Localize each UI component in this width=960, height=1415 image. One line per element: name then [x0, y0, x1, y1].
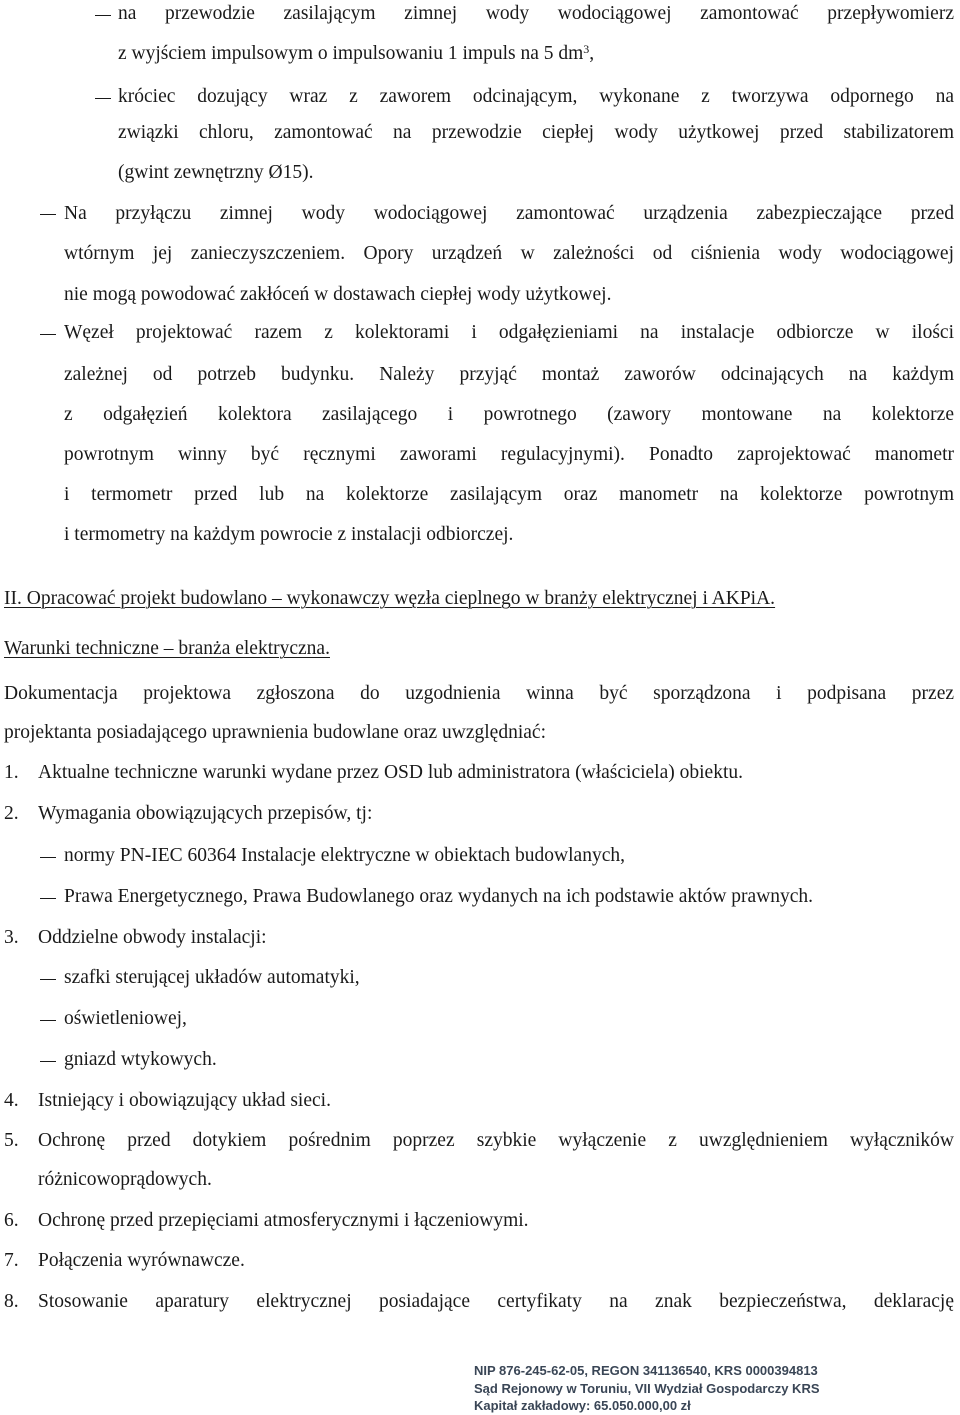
- list-number: 2.: [4, 803, 19, 824]
- dash-bullet: [40, 1020, 56, 1021]
- footer-court-registry: Sąd Rejonowy w Toruniu, VII Wydział Gospodarczy KRS: [474, 1381, 820, 1396]
- paragraph-line: Dokumentacja projektowa zgłoszona do uzgodnienia winna być sporządzona i podpisana przez: [4, 683, 954, 704]
- subheading: Warunki techniczne – branża elektryczna.: [4, 638, 330, 659]
- paragraph-line: zależnej od potrzeb budynku. Należy przyjąć montaż zaworów odcinających na każdym: [64, 364, 954, 385]
- list-item: Stosowanie aparatury elektrycznej posiadające certyfikaty na znak bezpieczeństwa, deklarację: [38, 1291, 954, 1312]
- list-item: Ochronę przed dotykiem pośrednim poprzez szybkie wyłączenie z uwzględnieniem wyłączników: [38, 1130, 954, 1151]
- text-span: z wyjściem impulsowym o impulsowaniu 1 impuls na 5 dm: [118, 43, 584, 64]
- dash-bullet: [40, 1061, 56, 1062]
- paragraph-line: na przewodzie zasilającym zimnej wody wodociągowej zamontować przepływomierz: [118, 3, 954, 24]
- list-item-continuation: różnicowoprądowych.: [38, 1169, 212, 1190]
- list-item: Wymagania obowiązujących przepisów, tj:: [38, 803, 373, 824]
- list-number: 7.: [4, 1250, 19, 1271]
- paragraph-line: i termometry na każdym powrocie z instalacji odbiorczej.: [64, 524, 514, 545]
- footer-share-capital: Kapitał zakładowy: 65.050.000,00 zł: [474, 1398, 691, 1413]
- dash-bullet: [40, 979, 56, 980]
- dash-bullet: [40, 334, 56, 335]
- dash-bullet: [95, 15, 111, 16]
- section-heading: II. Opracować projekt budowlano – wykonawczy węzła cieplnego w branży elektrycznej i AKPiA.: [4, 588, 776, 609]
- superscript: 3: [583, 42, 590, 56]
- dash-bullet: [40, 214, 56, 215]
- list-item: Połączenia wyrównawcze.: [38, 1250, 245, 1271]
- list-number: 4.: [4, 1090, 19, 1111]
- paragraph-line: nie mogą powodować zakłóceń w dostawach ciepłej wody użytkowej.: [64, 284, 612, 305]
- paragraph-line: [118, 42, 594, 66]
- list-subitem: oświetleniowej,: [64, 1008, 187, 1029]
- paragraph-line: (gwint zewnętrzny Ø15).: [118, 162, 314, 183]
- text-span: ,: [589, 43, 595, 64]
- paragraph-line: króciec dozujący wraz z zaworem odcinającym, wykonane z tworzywa odpornego na: [118, 86, 954, 107]
- paragraph-line: związki chloru, zamontować na przewodzie ciepłej wody użytkowej przed stabilizatorem: [118, 122, 954, 143]
- list-item: Aktualne techniczne warunki wydane przez OSD lub administratora (właściciela) obiektu.: [38, 762, 743, 783]
- footer-company-ids: NIP 876-245-62-05, REGON 341136540, KRS 0000394813: [474, 1363, 818, 1378]
- dash-bullet: [40, 898, 56, 899]
- list-subitem: normy PN-IEC 60364 Instalacje elektryczne w obiektach budowlanych,: [64, 845, 625, 866]
- paragraph-line: Na przyłączu zimnej wody wodociągowej zamontować urządzenia zabezpieczające przed: [64, 203, 954, 224]
- list-item: Istniejący i obowiązujący układ sieci.: [38, 1090, 331, 1111]
- list-number: 6.: [4, 1210, 19, 1231]
- paragraph-line: z odgałęzień kolektora zasilającego i powrotnego (zawory montowane na kolektorze: [64, 404, 954, 425]
- paragraph-line: i termometr przed lub na kolektorze zasilającym oraz manometr na kolektorze powrotnym: [64, 484, 954, 505]
- list-item: Ochronę przed przepięciami atmosferycznymi i łączeniowymi.: [38, 1210, 529, 1231]
- list-number: 1.: [4, 762, 19, 783]
- paragraph-line: wtórnym jej zanieczyszczeniem. Opory urządzeń w zależności od ciśnienia wody wodociągowej: [64, 243, 954, 264]
- paragraph-line: powrotnym winny być ręcznymi zaworami regulacyjnymi). Ponadto zaprojektować manometr: [64, 444, 954, 465]
- list-subitem: szafki sterującej układów automatyki,: [64, 967, 360, 988]
- dash-bullet: [95, 98, 111, 99]
- dash-bullet: [40, 857, 56, 858]
- list-subitem: gniazd wtykowych.: [64, 1049, 217, 1070]
- list-item: Oddzielne obwody instalacji:: [38, 927, 267, 948]
- paragraph-line: projektanta posiadającego uprawnienia budowlane oraz uwzględniać:: [4, 722, 546, 743]
- list-number: 5.: [4, 1130, 19, 1151]
- list-number: 8.: [4, 1291, 19, 1312]
- list-subitem: Prawa Energetycznego, Prawa Budowlanego oraz wydanych na ich podstawie aktów prawnych.: [64, 886, 814, 907]
- paragraph-line: Węzeł projektować razem z kolektorami i odgałęzieniami na instalacje odbiorcze w ilości: [64, 322, 954, 343]
- list-number: 3.: [4, 927, 19, 948]
